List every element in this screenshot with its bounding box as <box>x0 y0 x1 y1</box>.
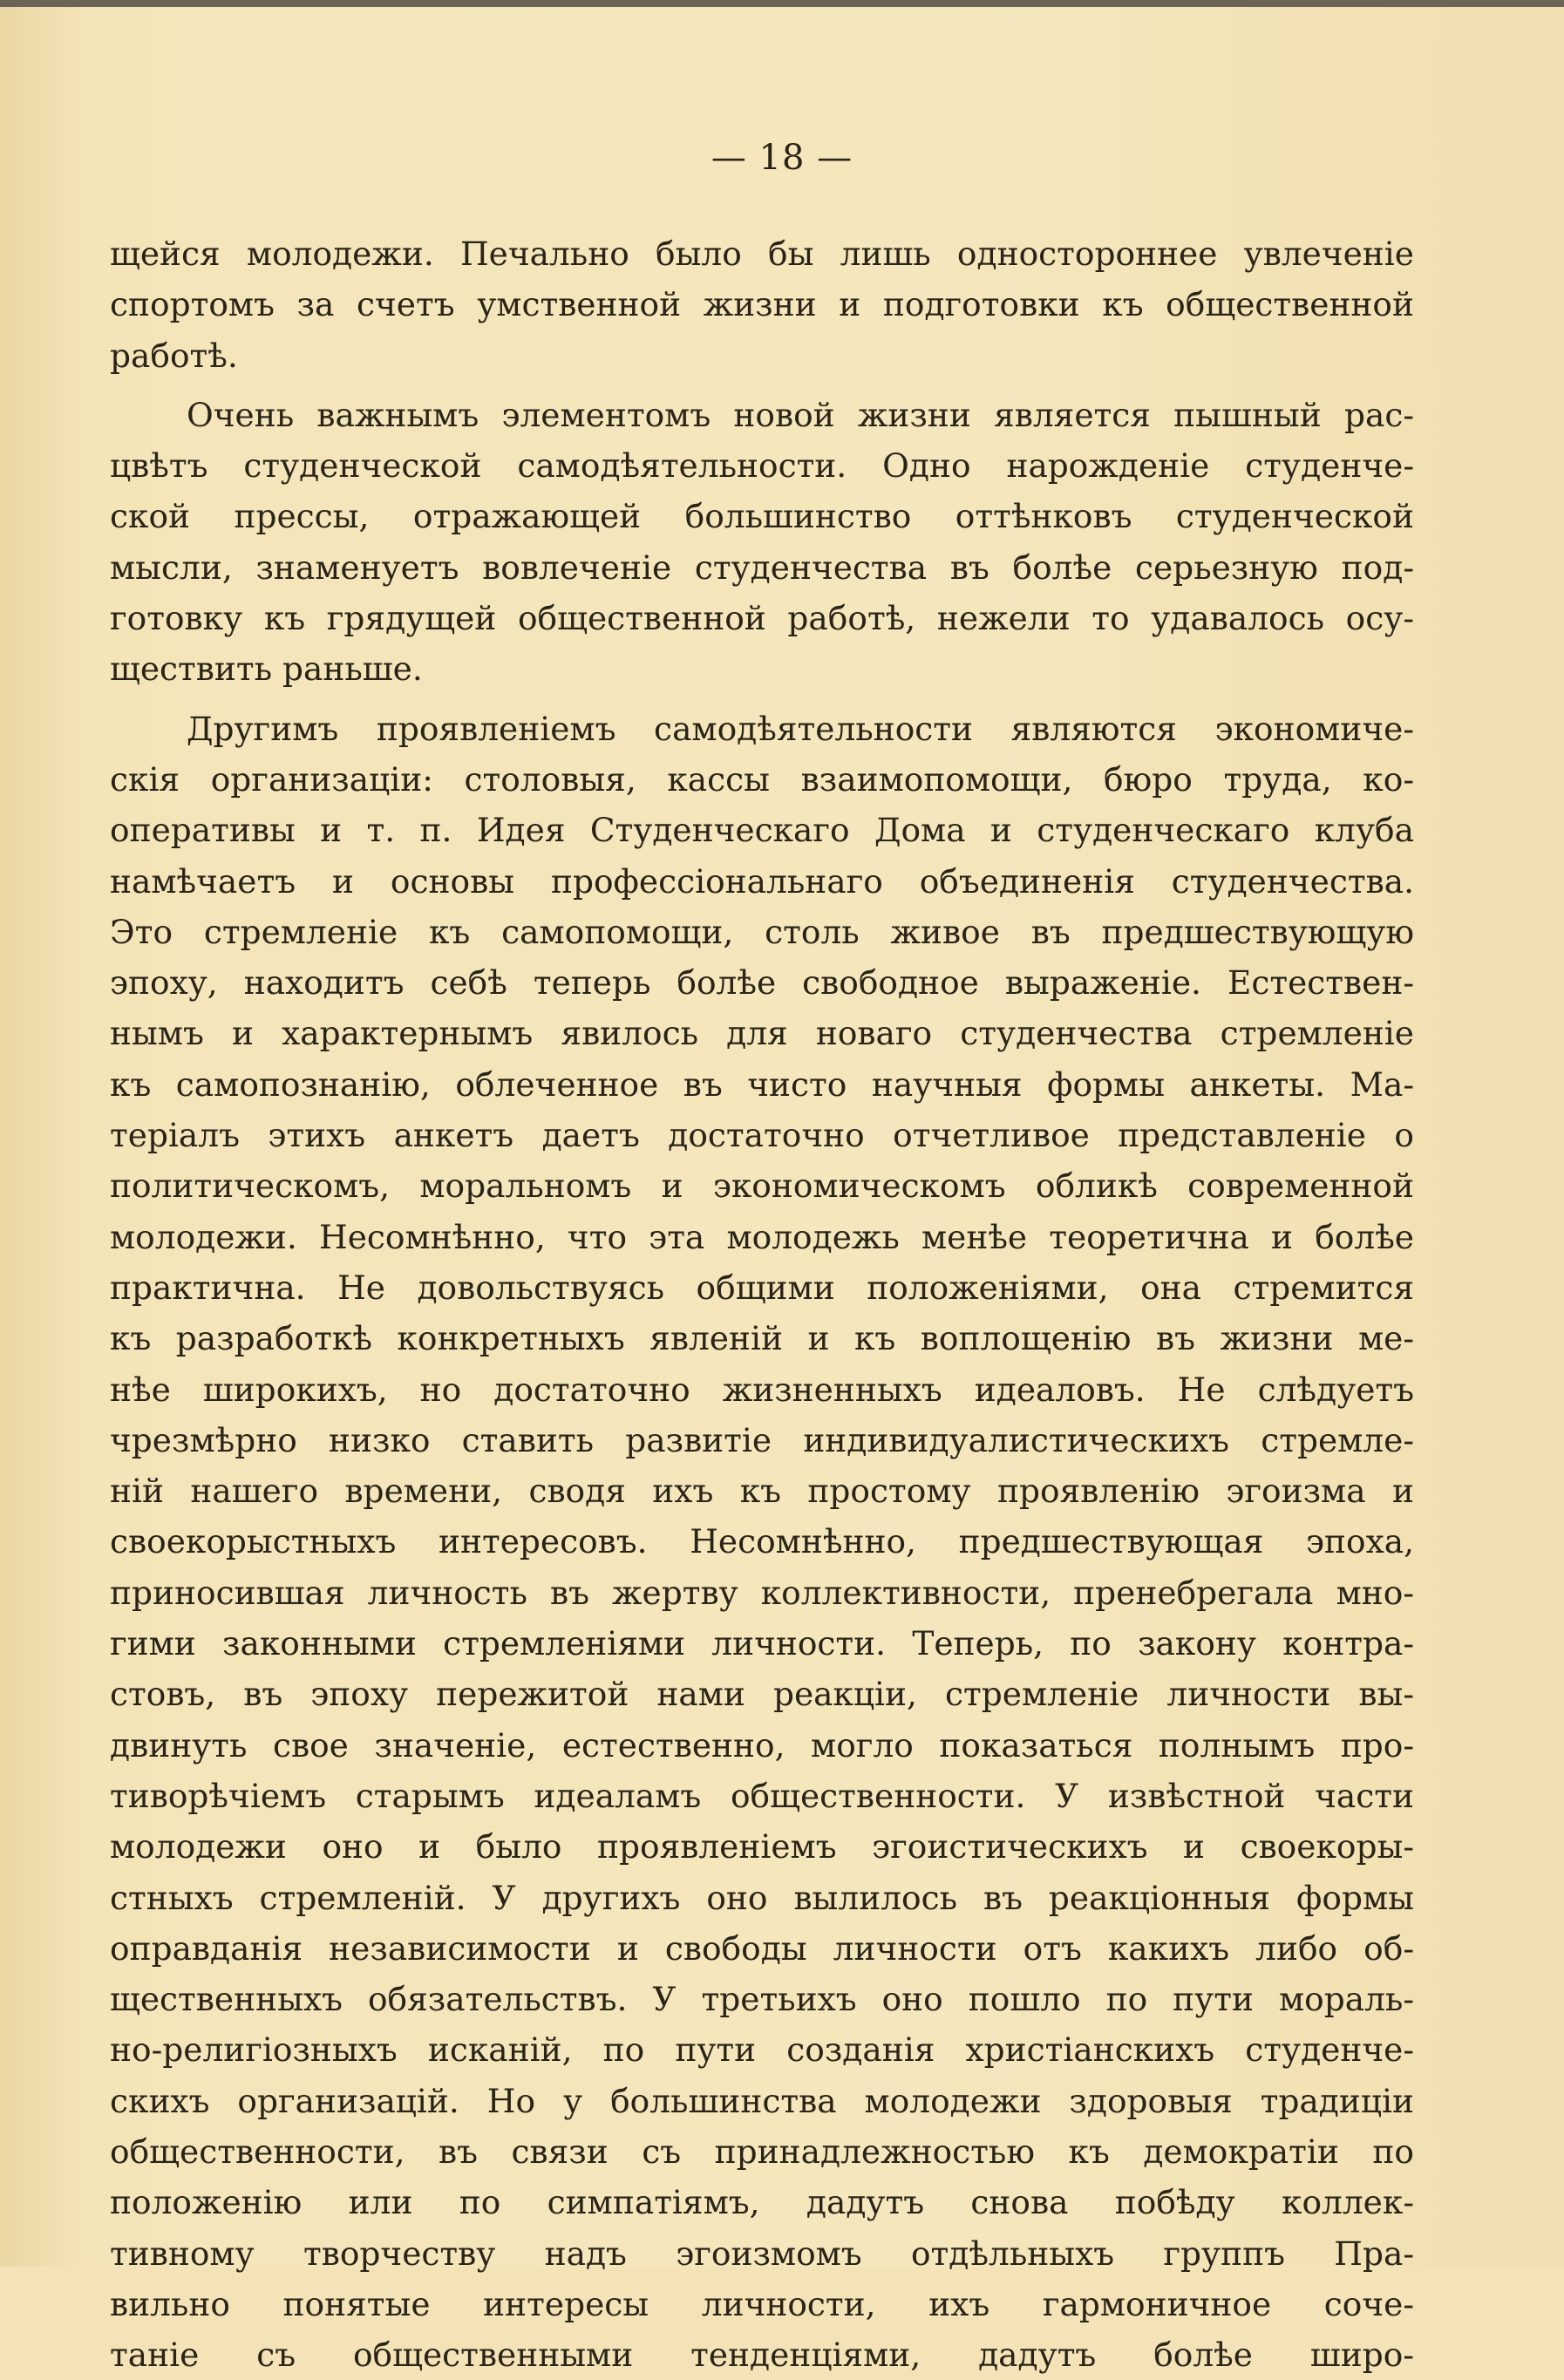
text-line: эпоху, находитъ себѣ теперь болѣе свободное выраженіе. Естествен- <box>110 963 1414 1003</box>
text-line: намѣчаетъ и основы профессіональнаго объединенія студенчества. <box>110 861 1414 901</box>
text-line: Другимъ проявленіемъ самодѣятельности являются экономиче- <box>187 709 1414 748</box>
body-text <box>110 228 1414 2380</box>
text-line: таніе съ общественными тенденціями, дадутъ болѣе широ- <box>110 2336 1414 2375</box>
text-line: нымъ и характернымъ явилось для новаго студенчества стремленіе <box>110 1014 1414 1053</box>
paragraph <box>110 228 1414 381</box>
text-line: цвѣтъ студенческой самодѣятельности. Одно нарожденіе студенче- <box>110 446 1414 486</box>
text-line: къ разработкѣ конкретныхъ явленій и къ воплощенію въ жизни ме- <box>110 1319 1414 1358</box>
text-line: стовъ, въ эпоху пережитой нами реакціи, стремленіе личности вы- <box>110 1675 1414 1714</box>
text-line: Это стремленіе къ самопомощи, столь живое въ предшествующую <box>110 912 1414 951</box>
text-line: вильно понятые интересы личности, ихъ гармоничное соче- <box>110 2284 1414 2323</box>
text-line: молодежи оно и было проявленіемъ эгоистическихъ и своекоры- <box>110 1827 1414 1867</box>
text-line: Очень важнымъ элементомъ новой жизни является пышный рас- <box>187 395 1414 434</box>
text-line: тивному творчеству надъ эгоизмомъ отдѣльныхъ группъ Пра- <box>110 2234 1414 2273</box>
paragraph-spacer <box>110 381 1414 390</box>
page-number: — 18 — <box>711 138 853 178</box>
text-line: теріалъ этихъ анкетъ даетъ достаточно отчетливое представленіе о <box>110 1116 1414 1155</box>
text-line: чрезмѣрно низко ставить развитіе индивидуалистическихъ стремле- <box>110 1420 1414 1459</box>
text-line: работѣ. <box>110 336 238 375</box>
text-line: ній нашего времени, сводя ихъ къ простому проявленію эгоизма и <box>110 1472 1414 1511</box>
text-line: щественныхъ обязательствъ. У третьихъ оно пошло по пути мораль- <box>110 1980 1414 2019</box>
text-line: скихъ организацій. Но у большинства молодежи здоровыя традиціи <box>110 2081 1414 2120</box>
paragraph-spacer <box>110 695 1414 704</box>
text-line: къ самопознанію, облеченное въ чисто научныя формы анкеты. Ма- <box>110 1064 1414 1104</box>
text-line: общественности, въ связи съ принадлежностью къ демократіи по <box>110 2132 1414 2171</box>
text-line: нѣе широкихъ, но достаточно жизненныхъ идеаловъ. Не слѣдуетъ <box>110 1370 1414 1409</box>
text-line: стныхъ стремленій. У другихъ оно вылилось въ реакціонныя формы <box>110 1878 1414 1917</box>
text-line: тиворѣчіемъ старымъ идеаламъ общественности. У извѣстной части <box>110 1776 1414 1815</box>
text-line: гими законными стремленіями личности. Теперь, по закону контра- <box>110 1624 1414 1663</box>
text-line: оправданія независимости и свободы личности отъ какихъ либо об- <box>110 1928 1414 1968</box>
text-line: ществить раньше. <box>110 649 423 689</box>
text-line: молодежи. Несомнѣнно, что эта молодежь менѣе теоретична и болѣе <box>110 1217 1414 1256</box>
paragraph <box>110 390 1414 695</box>
text-line: практична. Не довольствуясь общими положеніями, она стремится <box>110 1268 1414 1307</box>
text-line: мысли, знаменуетъ вовлеченіе студенчества въ болѣе серьезную под- <box>110 547 1414 587</box>
text-line: своекорыстныхъ интересовъ. Несомнѣнно, предшествующая эпоха, <box>110 1522 1414 1561</box>
text-line: скія организаціи: столовыя, кассы взаимопомощи, бюро труда, ко- <box>110 759 1414 799</box>
text-line: приносившая личность въ жертву коллективности, пренебрегала мно- <box>110 1573 1414 1612</box>
text-line: но-религіозныхъ исканій, по пути созданія христіанскихъ студенче- <box>110 2030 1414 2070</box>
text-line: положенію или по симпатіямъ, дадутъ снова побѣду коллек- <box>110 2183 1414 2222</box>
text-line: ской прессы, отражающей большинство оттѣнковъ студенческой <box>110 497 1414 536</box>
text-line: щейся молодежи. Печально было бы лишь одностороннее увлеченіе <box>110 235 1414 273</box>
text-line: оперативы и т. п. Идея Студенческаго Дома и студенческаго клуба <box>110 811 1414 850</box>
text-line: готовку къ грядущей общественной работѣ, нежели то удавалось осу- <box>110 599 1414 638</box>
scan-top-edge <box>0 0 1564 7</box>
text-line: политическомъ, моральномъ и экономическомъ обликѣ современной <box>110 1166 1414 1206</box>
text-line: двинуть свое значеніе, естественно, могло показаться полнымъ про- <box>110 1725 1414 1765</box>
paragraph <box>110 704 1414 2380</box>
text-line: спортомъ за счетъ умственной жизни и подготовки къ общественной <box>110 285 1414 324</box>
